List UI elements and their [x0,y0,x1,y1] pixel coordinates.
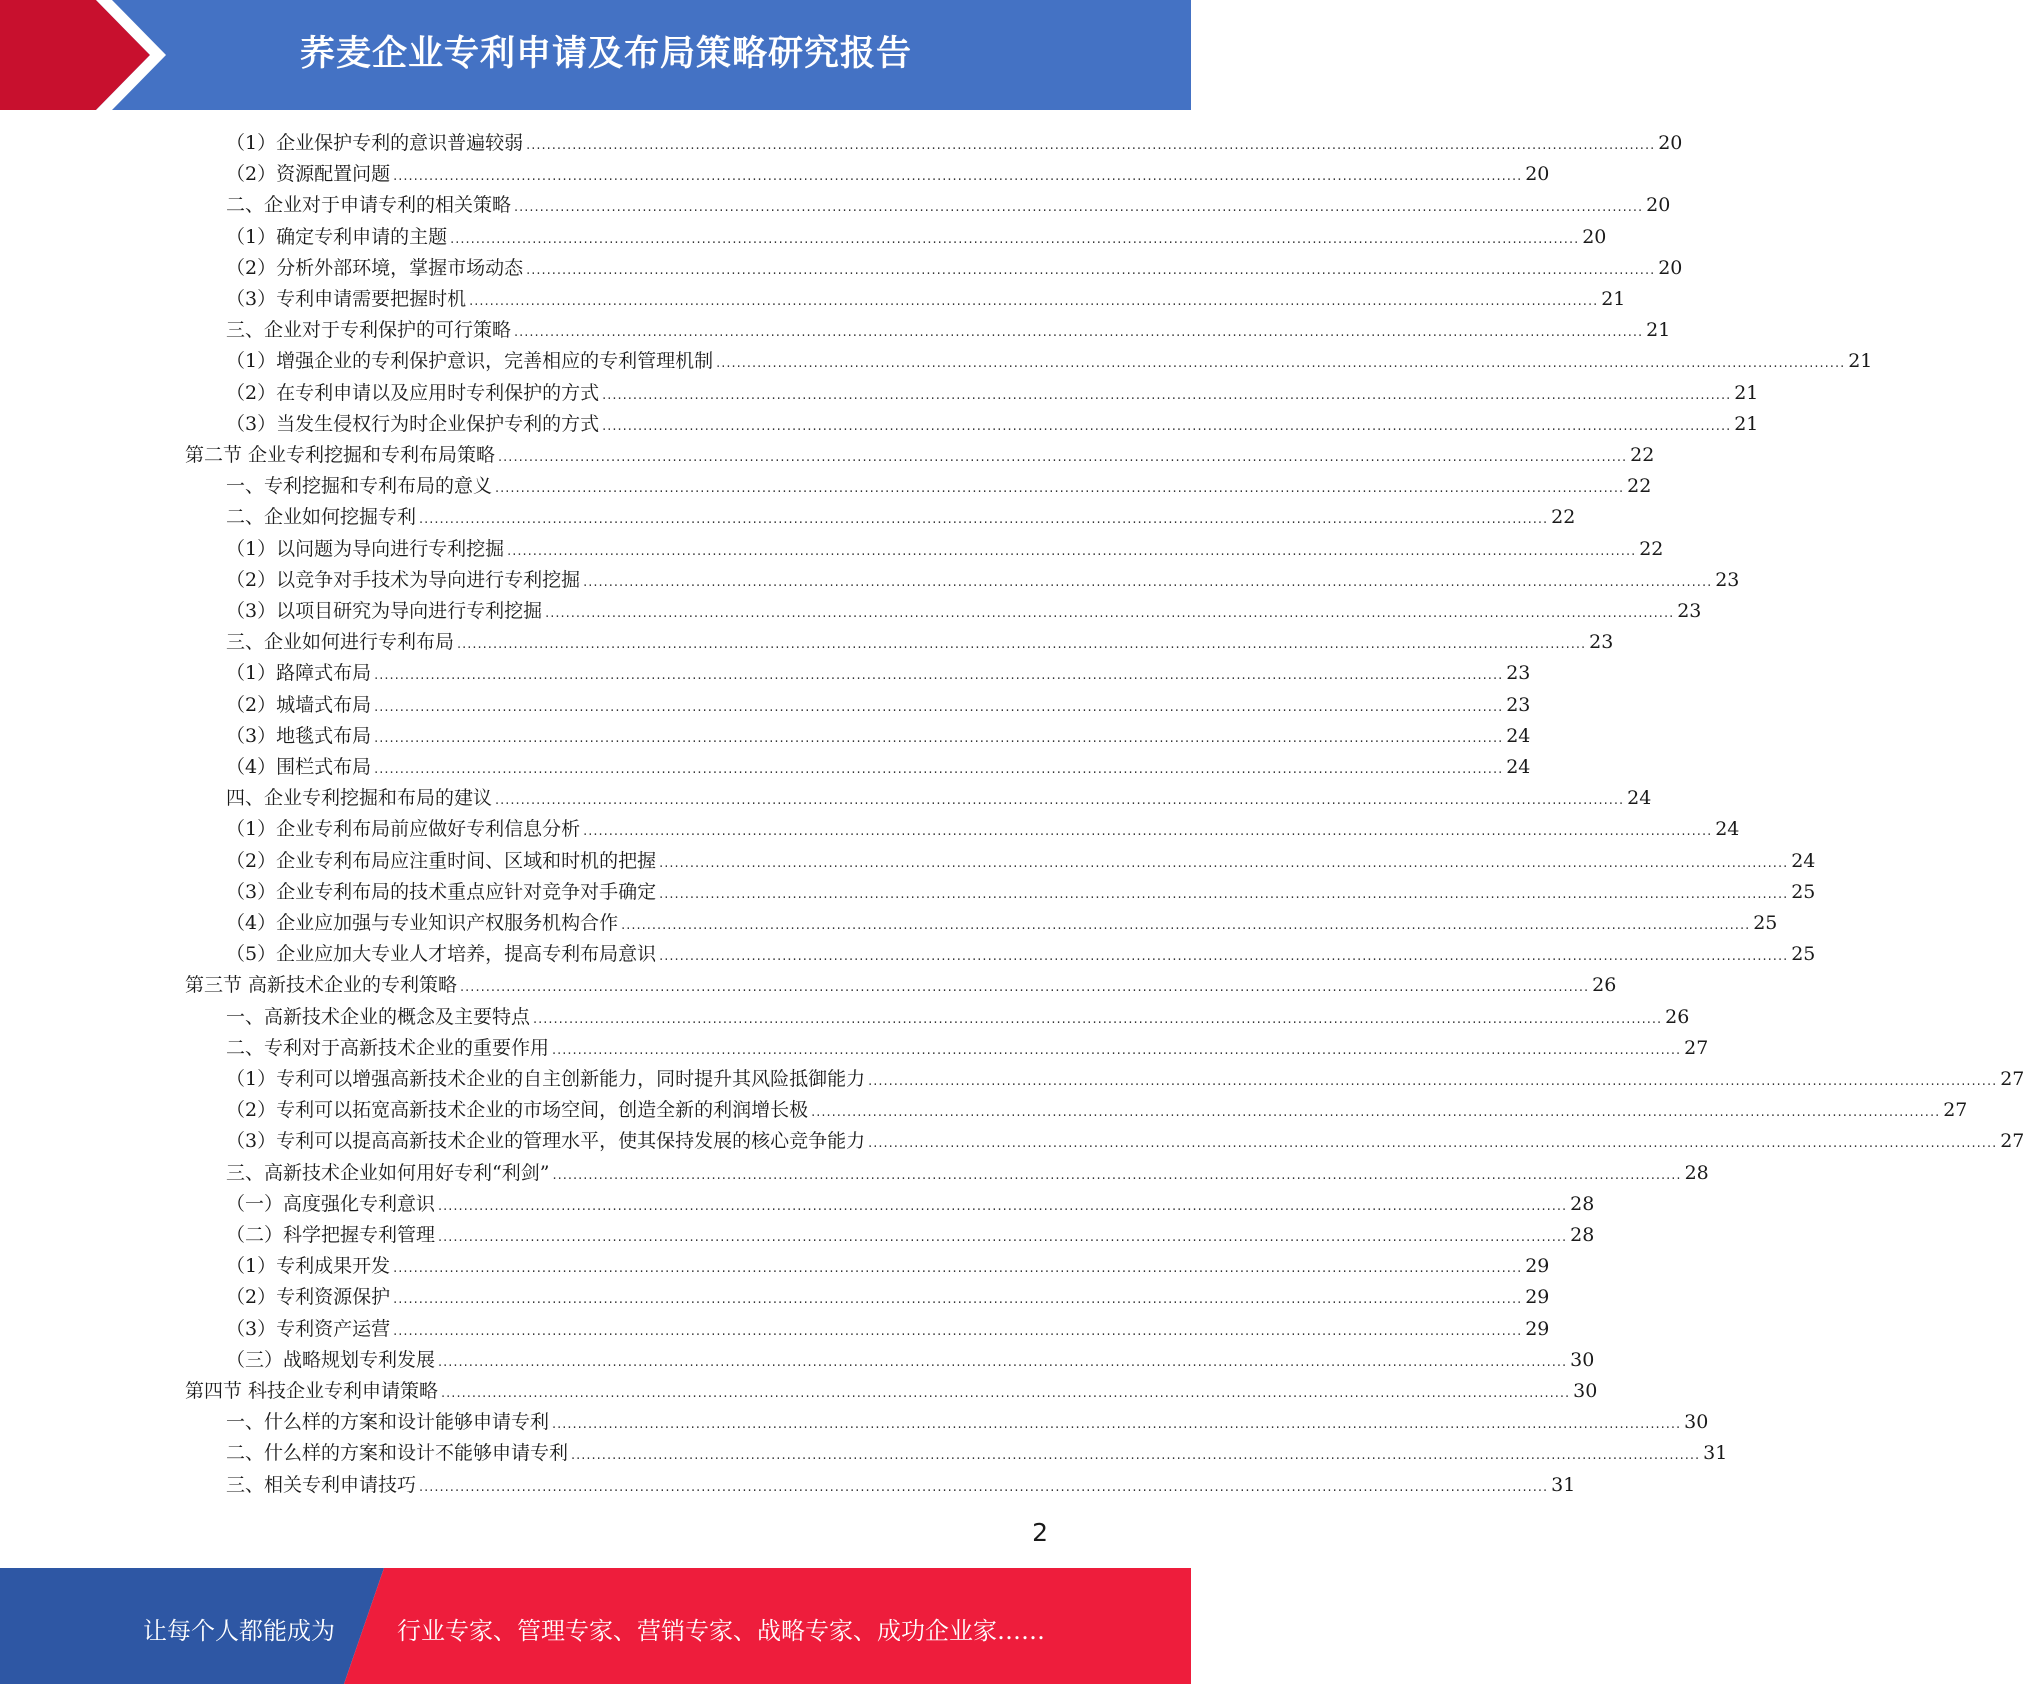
toc-leader-dots: ............................................................................................................................................................................................................................ [419,512,1549,528]
toc-entry[interactable] [226,284,1626,315]
toc-entry[interactable] [226,1345,1595,1376]
toc-entry[interactable] [226,409,1759,440]
toc-entry-title: （1）企业专利布局前应做好专利信息分析 [226,818,581,841]
toc-entry-title: （三）战略规划专利发展 [226,1348,436,1371]
toc-entry-title: （1）以问题为导向进行专利挖掘 [226,537,505,560]
toc-entry-page: 30 [1570,1348,1595,1371]
toc-entry-page: 28 [1570,1224,1595,1246]
toc-leader-dots: ............................................................................................................................................................................................................................ [514,200,1644,216]
toc-entry-page: 24 [1506,756,1531,778]
page-header [0,0,1191,110]
toc-entry-page: 20 [1525,163,1550,186]
toc-entry-title: （一）高度强化专利意识 [226,1192,436,1215]
toc-entry-page: 27 [1943,1099,1968,1122]
toc-entry[interactable] [226,128,1683,159]
toc-entry-page: 21 [1601,288,1626,310]
red-chevron-icon [0,0,160,110]
toc-entry[interactable] [226,315,1671,346]
toc-leader-dots: ............................................................................................................................................................................................................................ [571,1448,1701,1464]
toc-entry-title: （3）当发生侵权行为时企业保护专利的方式 [226,412,600,435]
report-title: 荞麦企业专利申请及布局策略研究报告 [300,34,913,74]
toc-leader-dots: ............................................................................................................................................................................................................................ [507,543,1637,559]
toc-entry[interactable] [226,1470,1576,1501]
toc-leader-dots: ............................................................................................................................................................................................................................ [374,668,1504,684]
toc-entry[interactable] [226,939,1816,970]
toc-leader-dots: ............................................................................................................................................................................................................................ [583,824,1713,840]
toc-entry[interactable] [226,1002,1690,1033]
toc-leader-dots: ............................................................................................................................................................................................................................ [438,1354,1568,1370]
toc-entry-page: 23 [1677,600,1702,622]
toc-leader-dots: ............................................................................................................................................................................................................................ [374,730,1504,746]
toc-entry-page: 21 [1734,381,1759,404]
toc-leader-dots: ............................................................................................................................................................................................................................ [495,793,1625,809]
page-footer [0,1568,1191,1684]
toc-entry[interactable] [226,565,1740,596]
toc-leader-dots: ............................................................................................................................................................................................................................ [441,1386,1571,1401]
toc-entry-page: 23 [1589,631,1614,654]
toc-entry[interactable] [226,1095,1968,1126]
toc-entry-title: （1）专利可以增强高新技术企业的自主创新能力，同时提升其风险抵御能力 [226,1068,866,1090]
toc-entry-page: 28 [1570,1192,1595,1215]
toc-entry-title: （5）企业应加大专业人才培养，提高专利布局意识 [226,943,657,966]
toc-entry-page: 24 [1627,787,1652,810]
toc-entry-title: 四、企业专利挖掘和布局的建议 [226,787,493,810]
toc-entry-page: 25 [1753,912,1778,934]
toc-entry-page: 25 [1791,880,1816,903]
toc-entry-title: 三、企业对于专利保护的可行策略 [226,319,512,342]
toc-leader-dots: ............................................................................................................................................................................................................................ [526,262,1656,278]
toc-entry-title: （1）增强企业的专利保护意识，完善相应的专利管理机制 [226,350,714,373]
toc-entry-page: 23 [1715,568,1740,591]
toc-entry-title: （1）路障式布局 [226,662,372,685]
toc-entry-page: 22 [1627,475,1652,498]
toc-entry-page: 24 [1506,724,1531,747]
toc-leader-dots: ............................................................................................................................................................................................................................ [419,1479,1549,1495]
toc-entry-page: 26 [1665,1005,1690,1028]
toc-entry-title: （2）专利资源保护 [226,1286,391,1309]
toc-entry-title: （2）企业专利布局应注重时间、区域和时机的把握 [226,849,657,872]
toc-entry[interactable] [226,783,1652,814]
toc-entry-title: （4）围栏式布局 [226,756,372,778]
toc-entry[interactable] [226,908,1778,939]
toc-entry-title: 第三节 高新技术企业的专利策略 [185,974,458,997]
toc-entry[interactable] [226,471,1652,502]
toc-leader-dots: ............................................................................................................................................................................................................................ [526,138,1656,153]
toc-entry[interactable] [226,1033,1709,1064]
toc-entry-page: 30 [1573,1380,1598,1402]
toc-entry[interactable] [226,1314,1550,1345]
toc-entry-page: 26 [1592,974,1617,997]
toc-entry[interactable] [226,627,1614,658]
toc-entry[interactable] [185,970,1617,1001]
toc-leader-dots: ............................................................................................................................................................................................................................ [868,1136,1998,1152]
toc-entry-title: （1）专利成果开发 [226,1255,391,1278]
toc-entry-page: 23 [1506,693,1531,716]
toc-entry-page: 27 [2000,1130,2024,1153]
toc-entry[interactable] [226,190,1671,221]
toc-leader-dots: ............................................................................................................................................................................................................................ [457,637,1587,653]
toc-entry-title: （3）企业专利布局的技术重点应针对竞争对手确定 [226,880,657,903]
toc-entry-page: 20 [1646,194,1671,217]
toc-entry-title: （1）企业保护专利的意识普遍较弱 [226,132,524,154]
toc-leader-dots: ............................................................................................................................................................................................................................ [393,1323,1523,1339]
toc-entry[interactable] [226,1282,1550,1313]
toc-entry-title: （2）在专利申请以及应用时专利保护的方式 [226,381,600,404]
toc-entry-title: （3）专利可以提高高新技术企业的管理水平，使其保持发展的核心竞争能力 [226,1130,866,1153]
toc-leader-dots: ............................................................................................................................................................................................................................ [438,1230,1568,1245]
toc-entry-title: （3）地毯式布局 [226,724,372,747]
toc-entry[interactable] [226,502,1576,533]
toc-leader-dots: ............................................................................................................................................................................................................................ [602,387,1732,403]
toc-entry[interactable] [185,1376,1598,1407]
toc-leader-dots: ............................................................................................................................................................................................................................ [393,1261,1523,1277]
toc-entry-page: 20 [1658,132,1683,154]
toc-leader-dots: ............................................................................................................................................................................................................................ [552,1417,1682,1433]
toc-leader-dots: ............................................................................................................................................................................................................................ [659,949,1789,965]
toc-entry-page: 31 [1551,1473,1576,1496]
toc-entry[interactable] [226,222,1607,253]
toc-entry[interactable] [226,1126,2024,1157]
toc-entry-page: 27 [2000,1068,2024,1090]
toc-entry[interactable] [226,721,1531,752]
toc-entry-title: （2）以竞争对手技术为导向进行专利挖掘 [226,568,581,591]
toc-entry[interactable] [226,1407,1709,1438]
toc-entry[interactable] [226,378,1759,409]
toc-entry-title: （2）分析外部环境，掌握市场动态 [226,256,524,279]
toc-entry-title: 一、什么样的方案和设计能够申请专利 [226,1411,550,1434]
toc-entry-title: 第二节 企业专利挖掘和专利布局策略 [185,444,496,466]
toc-entry-page: 22 [1551,506,1576,529]
toc-entry-title: 二、企业对于申请专利的相关策略 [226,194,512,217]
toc-entry[interactable] [226,1064,2024,1095]
toc-entry[interactable] [226,814,1740,845]
toc-entry-title: （二）科学把握专利管理 [226,1224,436,1246]
toc-leader-dots: ............................................................................................................................................................................................................................ [393,169,1523,185]
toc-entry-title: （2）专利可以拓宽高新技术企业的市场空间，创造全新的利润增长极 [226,1099,809,1122]
page-number: 2 [1032,1518,1048,1547]
toc-leader-dots: ............................................................................................................................................................................................................................ [374,762,1504,777]
toc-entry-page: 30 [1684,1411,1709,1434]
toc-entry-title: （3）专利申请需要把握时机 [226,288,467,310]
toc-entry[interactable] [226,1220,1595,1251]
toc-entry-title: （2）城墙式布局 [226,693,372,716]
toc-leader-dots: ............................................................................................................................................................................................................................ [659,855,1789,871]
toc-entry[interactable] [226,1438,1728,1469]
footer-slogan-left: 让每个人都能成为 [143,1617,335,1645]
toc-entry[interactable] [226,253,1683,284]
toc-entry[interactable] [226,846,1816,877]
toc-entry-page: 24 [1715,818,1740,841]
toc-leader-dots: ............................................................................................................................................................................................................................ [552,1167,1682,1183]
toc-leader-dots: ............................................................................................................................................................................................................................ [460,980,1590,996]
toc-entry-page: 21 [1646,319,1671,342]
toc-entry-page: 20 [1582,225,1607,248]
toc-entry-title: （2）资源配置问题 [226,163,391,186]
toc-leader-dots: ............................................................................................................................................................................................................................ [545,606,1675,621]
toc-entry-title: （1）确定专利申请的主题 [226,225,448,248]
toc-entry[interactable] [226,752,1531,783]
toc-leader-dots: ............................................................................................................................................................................................................................ [811,1105,1941,1121]
toc-entry[interactable] [226,658,1531,689]
toc-entry[interactable] [226,159,1550,190]
toc-entry-page: 21 [1734,412,1759,435]
toc-entry-title: 一、专利挖掘和专利布局的意义 [226,475,493,498]
toc-entry[interactable] [226,596,1702,627]
toc-leader-dots: ............................................................................................................................................................................................................................ [716,356,1846,372]
toc-entry-page: 24 [1791,849,1816,872]
toc-entry[interactable] [185,440,1655,471]
toc-entry-page: 22 [1630,444,1655,466]
toc-entry[interactable] [226,534,1664,565]
toc-leader-dots: ............................................................................................................................................................................................................................ [659,886,1789,902]
toc-entry[interactable] [226,690,1531,721]
toc-entry[interactable] [226,1251,1550,1282]
toc-entry[interactable] [226,346,1873,377]
toc-entry-title: 三、相关专利申请技巧 [226,1473,417,1496]
toc-entry-page: 22 [1639,537,1664,560]
footer-slogan-right: 行业专家、管理专家、营销专家、战略专家、成功企业家…… [397,1617,1045,1645]
toc-entry-title: 三、高新技术企业如何用好专利“利剑” [226,1161,550,1184]
toc-entry[interactable] [226,1189,1595,1220]
toc-entry[interactable] [226,1158,1709,1189]
toc-leader-dots: ............................................................................................................................................................................................................................ [438,1198,1568,1214]
toc-entry-title: （4）企业应加强与专业知识产权服务机构合作 [226,912,619,934]
toc-entry-page: 23 [1506,662,1531,685]
toc-entry-title: 二、企业如何挖掘专利 [226,506,417,529]
toc-entry-title: 一、高新技术企业的概念及主要特点 [226,1005,531,1028]
toc-leader-dots: ............................................................................................................................................................................................................................ [514,325,1644,341]
toc-entry-page: 29 [1525,1255,1550,1278]
toc-entry-title: （3）专利资产运营 [226,1317,391,1340]
toc-entry-title: 二、专利对于高新技术企业的重要作用 [226,1036,550,1059]
toc-entry-page: 31 [1703,1442,1728,1465]
toc-entry-page: 21 [1848,350,1873,373]
toc-entry-page: 29 [1525,1317,1550,1340]
toc-entry-title: 三、企业如何进行专利布局 [226,631,455,654]
toc-leader-dots: ............................................................................................................................................................................................................................ [868,1074,1998,1089]
toc-leader-dots: ............................................................................................................................................................................................................................ [450,231,1580,247]
toc-entry-title: 二、什么样的方案和设计不能够申请专利 [226,1442,569,1465]
toc-leader-dots: ............................................................................................................................................................................................................................ [374,699,1504,715]
toc-leader-dots: ............................................................................................................................................................................................................................ [552,1042,1682,1058]
toc-entry-title: （3）以项目研究为导向进行专利挖掘 [226,600,543,622]
toc-entry-page: 20 [1658,256,1683,279]
toc-leader-dots: ............................................................................................................................................................................................................................ [621,918,1751,933]
toc-leader-dots: ............................................................................................................................................................................................................................ [495,481,1625,497]
toc-entry[interactable] [226,877,1816,908]
toc-leader-dots: ............................................................................................................................................................................................................................ [498,450,1628,465]
toc-entry-page: 29 [1525,1286,1550,1309]
toc-entry-page: 28 [1684,1161,1709,1184]
toc-leader-dots: ............................................................................................................................................................................................................................ [469,294,1599,309]
toc-entry-page: 25 [1791,943,1816,966]
toc-leader-dots: ............................................................................................................................................................................................................................ [533,1011,1663,1027]
toc-leader-dots: ............................................................................................................................................................................................................................ [602,418,1732,434]
toc-entry-page: 27 [1684,1036,1709,1059]
toc-leader-dots: ............................................................................................................................................................................................................................ [393,1292,1523,1308]
toc-entry-title: 第四节 科技企业专利申请策略 [185,1380,439,1402]
toc-leader-dots: ............................................................................................................................................................................................................................ [583,574,1713,590]
